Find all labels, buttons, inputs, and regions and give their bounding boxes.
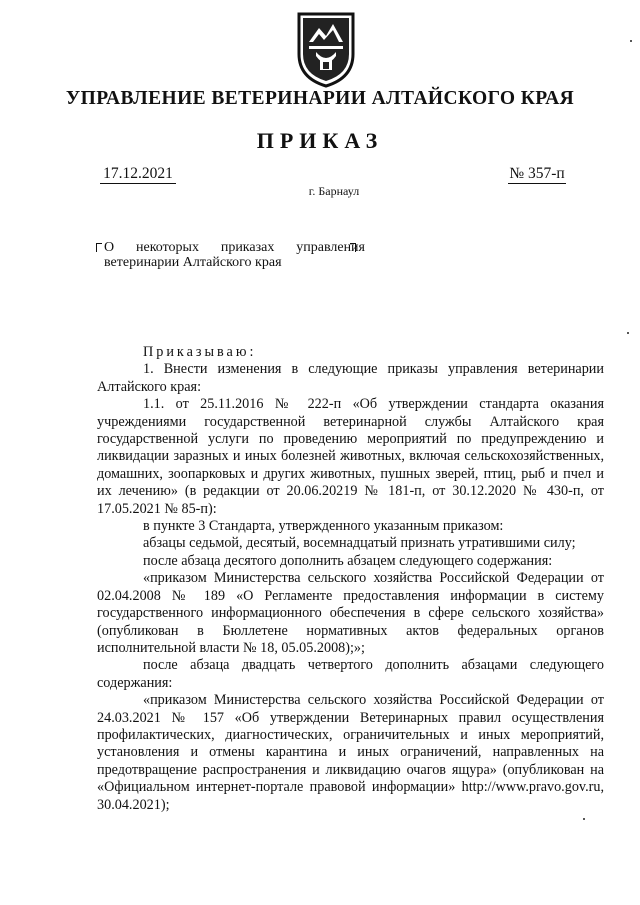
paragraph-order-157: «приказом Министерства сельского хозяйства Российской Федерации от 24.03.2021 № 157 «Об утверждении Ветеринарных правил осуществления профилактических, диагностических, ограничительных и иных мероприятий, установления и отмены карантина и иных ограничений, направленных на предотвращение распространения и ликвидацию очагов ящура» (опубликован на «Официальном интернет-портале правовой информации» http://www.pravo.gov.ru, 30.04.2021); [97,692,604,813]
scan-speck [583,818,585,820]
city-name: г. Барнаул [308,184,360,198]
paragraph-1-1: 1.1. от 25.11.2016 № 222-п «Об утверждении стандарта оказания учреждениями государственной ветеринарной службы Алтайского края государственной услуги по проведению мероприятий по предупреждению и ликвидации заразных и иных болезней животных, включая сельскохозяйственных, домашних, зоопарковых и других животных, пушных зверей, птиц, рыб и пчел и их лечению» (в редакции от 20.06.20219 № 181-п, от 30.12.2020 № 430-п, от 17.05.2021 № 85-п): [97,396,604,517]
order-date: 17.12.2021 [100,165,176,184]
subject-line-1: О некоторых приказах управления [104,240,365,255]
coat-of-arms-emblem [291,8,361,88]
order-word: Приказываю: [143,344,257,360]
paragraph-after-tenth: после абзаца десятого дополнить абзацем следующего содержания: [143,552,553,569]
paragraph-point-3: в пункте 3 Стандарта, утвержденного указанным приказом: [143,518,504,535]
paragraph-after-24th: после абзаца двадцать четвертого дополнить абзацами следующего содержания: [97,657,604,691]
paragraph-order-189: «приказом Министерства сельского хозяйства Российской Федерации от 02.04.2008 № 189 «О Регламенте предоставления информации в систему государственного информационного обеспечения в сфере сельского хозяйства» (опубликован в Бюллетене нормативных актов федеральных органов исполнительной власти № 18, 05.05.2008);»; [97,570,604,656]
order-number: № 357-п [509,165,565,182]
document-type-title: ПРИКАЗ [256,128,384,153]
order-body [97,344,604,814]
organization-title: УПРАВЛЕНИЕ ВЕТЕРИНАРИИ АЛТАЙСКОГО КРАЯ [65,88,575,109]
scan-speck [627,332,629,334]
scan-speck [630,40,632,42]
paragraph-1: 1. Внести изменения в следующие приказы управления ветеринарии Алтайского края: [97,361,604,395]
subject-line-2: ветеринарии Алтайского края [104,255,282,270]
paragraph-invalidate: абзацы седьмой, десятый, восемнадцатый признать утратившими силу; [143,535,576,552]
order-subject [95,240,365,270]
